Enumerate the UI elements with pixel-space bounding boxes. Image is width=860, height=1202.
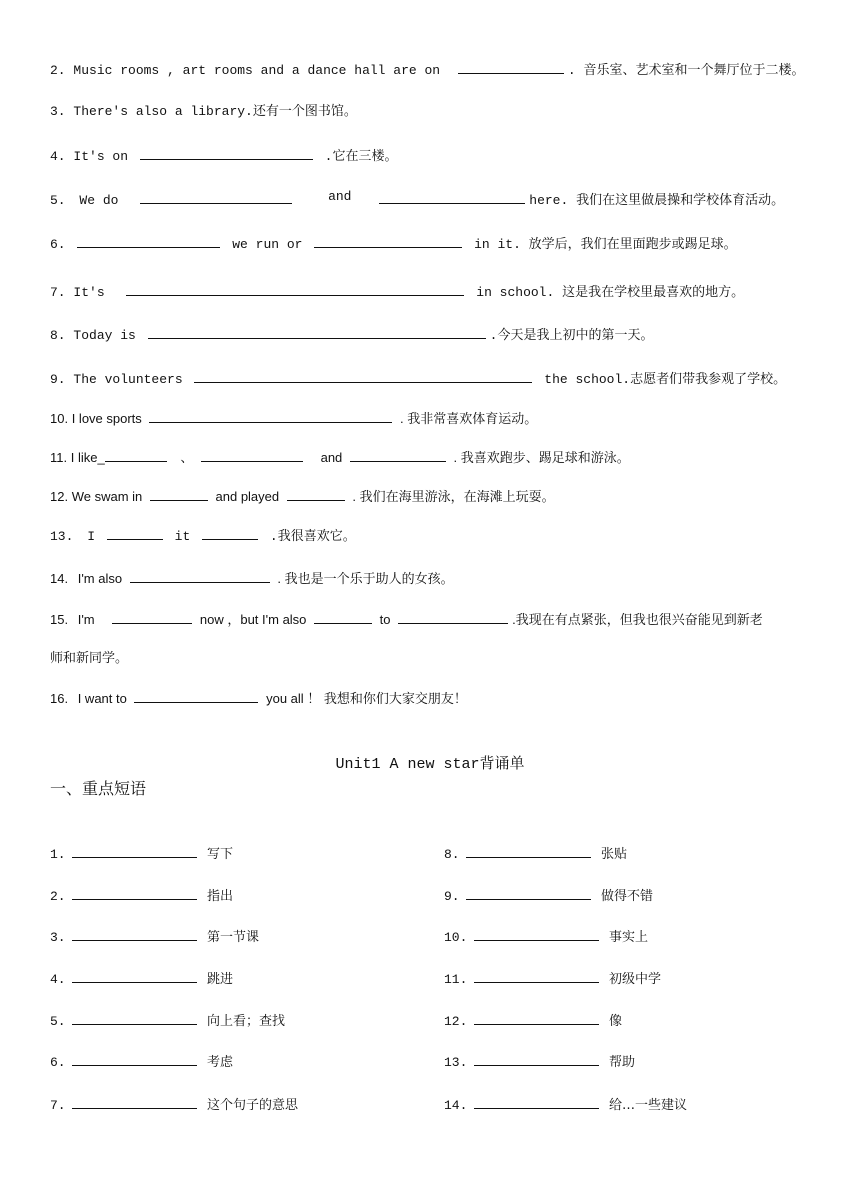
sentence-text: I want to xyxy=(77,691,127,706)
fill-blank[interactable] xyxy=(77,234,220,248)
sentence-number: 4. xyxy=(50,149,66,164)
sentence-number: 5. xyxy=(50,193,66,208)
fill-blank[interactable] xyxy=(287,487,345,501)
phrase-meaning: 帮助 xyxy=(609,1055,636,1070)
sentence-text: 、 xyxy=(180,450,194,465)
phrase-number: 8. xyxy=(444,847,460,862)
fill-blank[interactable] xyxy=(72,969,197,983)
phrase-meaning: 指出 xyxy=(207,889,234,904)
sentence-13 xyxy=(50,526,356,546)
sentence-4 xyxy=(50,146,397,166)
phrase-number: 11. xyxy=(444,972,468,987)
fill-blank[interactable] xyxy=(72,1095,197,1109)
fill-blank[interactable] xyxy=(458,60,564,74)
phrase-meaning: 事实上 xyxy=(609,930,649,945)
sentence-number: 13. xyxy=(50,529,74,544)
phrase-meaning: 像 xyxy=(609,1014,623,1029)
sentence-text: and xyxy=(328,189,352,204)
sentence-text: I xyxy=(87,529,96,544)
sentence-text: we run or xyxy=(232,237,303,252)
sentence-text: the school.志愿者们带我参观了学校。 xyxy=(544,372,787,387)
fill-blank[interactable] xyxy=(126,282,464,296)
sentence-text: I'm xyxy=(77,612,95,627)
fill-blank[interactable] xyxy=(140,190,292,204)
fill-blank[interactable] xyxy=(474,1052,599,1066)
sentence-text: I'm also xyxy=(77,571,123,586)
fill-blank[interactable] xyxy=(105,448,167,462)
sentence-text: .我现在有点紧张，但我也很兴奋能见到新老 xyxy=(512,612,763,627)
unit-title: Unit1 A new star背诵单 xyxy=(335,756,525,773)
sentence-text: in school. 这是我在学校里最喜欢的地方。 xyxy=(476,285,745,300)
phrase-item xyxy=(444,843,627,862)
sentence-number: 7. xyxy=(50,285,66,300)
sentence-number: 6. xyxy=(50,237,66,252)
fill-blank[interactable] xyxy=(350,448,446,462)
phrase-number: 1. xyxy=(50,847,66,862)
fill-blank[interactable] xyxy=(398,610,508,624)
sentence-5 xyxy=(50,190,784,210)
fill-blank[interactable] xyxy=(201,448,303,462)
sentence-text: . 音乐室、艺术室和一个舞厅位于二楼。 xyxy=(567,63,805,78)
sentence-number: 11. xyxy=(50,450,68,465)
phrase-number: 5. xyxy=(50,1014,66,1029)
sentence-number: 16. xyxy=(50,691,69,706)
sentence-text: There's also a library.还有一个图书馆。 xyxy=(73,104,357,119)
fill-blank[interactable] xyxy=(150,487,208,501)
sentence-10 xyxy=(50,409,537,428)
sentence-text: . 我也是一个乐于助人的女孩。 xyxy=(277,571,454,586)
fill-blank[interactable] xyxy=(194,369,532,383)
phrase-meaning: 张贴 xyxy=(601,847,628,862)
sentence-15-continuation: 师和新同学。 xyxy=(50,651,129,666)
phrase-number: 6. xyxy=(50,1055,66,1070)
phrase-number: 7. xyxy=(50,1098,66,1113)
sentence-number: 14. xyxy=(50,571,69,586)
phrase-number: 3. xyxy=(50,930,66,945)
fill-blank[interactable] xyxy=(112,610,192,624)
sentence-text: Music rooms , art rooms and a dance hall are on xyxy=(73,63,441,78)
phrase-item xyxy=(444,885,653,904)
fill-blank[interactable] xyxy=(134,689,258,703)
sentence-text: We swam in xyxy=(71,489,143,504)
sentence-text: . 我喜欢跑步、踢足球和游泳。 xyxy=(453,450,630,465)
sentence-text: .我很喜欢它。 xyxy=(269,529,356,544)
fill-blank[interactable] xyxy=(148,325,486,339)
sentence-text: and xyxy=(320,450,343,465)
phrase-item xyxy=(444,926,648,945)
phrase-meaning: 给…一些建议 xyxy=(609,1098,688,1113)
fill-blank[interactable] xyxy=(474,969,599,983)
phrase-meaning: 向上看；查找 xyxy=(207,1014,286,1029)
sentence-text: to xyxy=(379,612,391,627)
phrase-number: 14. xyxy=(444,1098,468,1113)
sentence-9 xyxy=(50,369,786,389)
fill-blank[interactable] xyxy=(107,526,163,540)
phrase-item xyxy=(50,1010,285,1029)
sentence-7 xyxy=(50,282,744,302)
phrase-number: 4. xyxy=(50,972,66,987)
phrase-item xyxy=(444,1010,622,1029)
fill-blank[interactable] xyxy=(72,927,197,941)
phrase-item xyxy=(444,968,661,987)
phrase-item xyxy=(444,1051,635,1070)
phrase-item xyxy=(50,843,233,862)
fill-blank[interactable] xyxy=(72,1052,197,1066)
sentence-number: 15. xyxy=(50,612,69,627)
fill-blank[interactable] xyxy=(130,569,270,583)
sentence-12 xyxy=(50,487,555,506)
sentence-number: 9. xyxy=(50,372,66,387)
phrase-meaning: 做得不错 xyxy=(601,889,654,904)
section-heading: 一、重点短语 xyxy=(50,779,147,798)
fill-blank[interactable] xyxy=(314,234,462,248)
sentence-number: 3. xyxy=(50,104,66,119)
sentence-text: .它在三楼。 xyxy=(324,149,398,164)
fill-blank[interactable] xyxy=(466,886,591,900)
phrase-meaning: 初级中学 xyxy=(609,972,662,987)
fill-blank[interactable] xyxy=(72,886,197,900)
phrase-item xyxy=(50,1051,233,1070)
phrase-meaning: 这个句子的意思 xyxy=(207,1098,299,1113)
phrase-number: 12. xyxy=(444,1014,468,1029)
sentence-number: 10. xyxy=(50,411,69,426)
sentence-text: and played xyxy=(215,489,280,504)
sentence-15 xyxy=(50,610,763,629)
sentence-16 xyxy=(50,689,467,708)
sentence-text: I love sports xyxy=(71,411,142,426)
fill-blank[interactable] xyxy=(202,526,258,540)
fill-blank[interactable] xyxy=(140,146,313,160)
phrase-meaning: 写下 xyxy=(207,847,234,862)
fill-blank[interactable] xyxy=(474,1095,599,1109)
sentence-text: I like_ xyxy=(70,450,105,465)
phrase-number: 2. xyxy=(50,889,66,904)
fill-blank[interactable] xyxy=(149,409,392,423)
phrase-meaning: 考虑 xyxy=(207,1055,234,1070)
phrase-number: 10. xyxy=(444,930,468,945)
fill-blank[interactable] xyxy=(474,927,599,941)
sentence-11 xyxy=(50,448,630,467)
sentence-text: in it. 放学后，我们在里面跑步或踢足球。 xyxy=(474,237,737,252)
sentence-text: It's on xyxy=(73,149,129,164)
sentence-number: 12. xyxy=(50,489,69,504)
phrase-item xyxy=(50,1094,298,1113)
phrase-item xyxy=(50,885,233,904)
sentence-number: 2. xyxy=(50,63,66,78)
fill-blank[interactable] xyxy=(314,610,372,624)
sentence-14 xyxy=(50,569,454,588)
phrase-item xyxy=(50,968,233,987)
phrase-item xyxy=(50,926,259,945)
sentence-2 xyxy=(50,60,805,80)
sentence-number: 8. xyxy=(50,328,66,343)
phrase-item xyxy=(444,1094,687,1113)
sentence-3 xyxy=(50,103,357,121)
sentence-8 xyxy=(50,325,653,345)
sentence-text: Today is xyxy=(73,328,136,343)
sentence-text: . 我们在海里游泳，在海滩上玩耍。 xyxy=(352,489,555,504)
sentence-text: The volunteers xyxy=(73,372,183,387)
sentence-text: here. 我们在这里做晨操和学校体育活动。 xyxy=(529,193,785,208)
sentence-text: it xyxy=(174,529,191,544)
sentence-text: It's xyxy=(73,285,105,300)
fill-blank[interactable] xyxy=(466,844,591,858)
fill-blank[interactable] xyxy=(72,844,197,858)
sentence-6 xyxy=(50,234,737,254)
phrase-meaning: 跳进 xyxy=(207,972,234,987)
sentence-text: now ，but I'm also xyxy=(199,612,307,627)
sentence-text: . 我非常喜欢体育运动。 xyxy=(400,411,538,426)
sentence-text: you all ！ 我想和你们大家交朋友！ xyxy=(266,691,467,706)
phrase-number: 13. xyxy=(444,1055,468,1070)
sentence-text: We do xyxy=(79,193,119,208)
phrase-meaning: 第一节课 xyxy=(207,930,260,945)
fill-blank[interactable] xyxy=(379,190,525,204)
phrase-number: 9. xyxy=(444,889,460,904)
fill-blank[interactable] xyxy=(474,1011,599,1025)
fill-blank[interactable] xyxy=(72,1011,197,1025)
sentence-text: .今天是我上初中的第一天。 xyxy=(489,328,654,343)
